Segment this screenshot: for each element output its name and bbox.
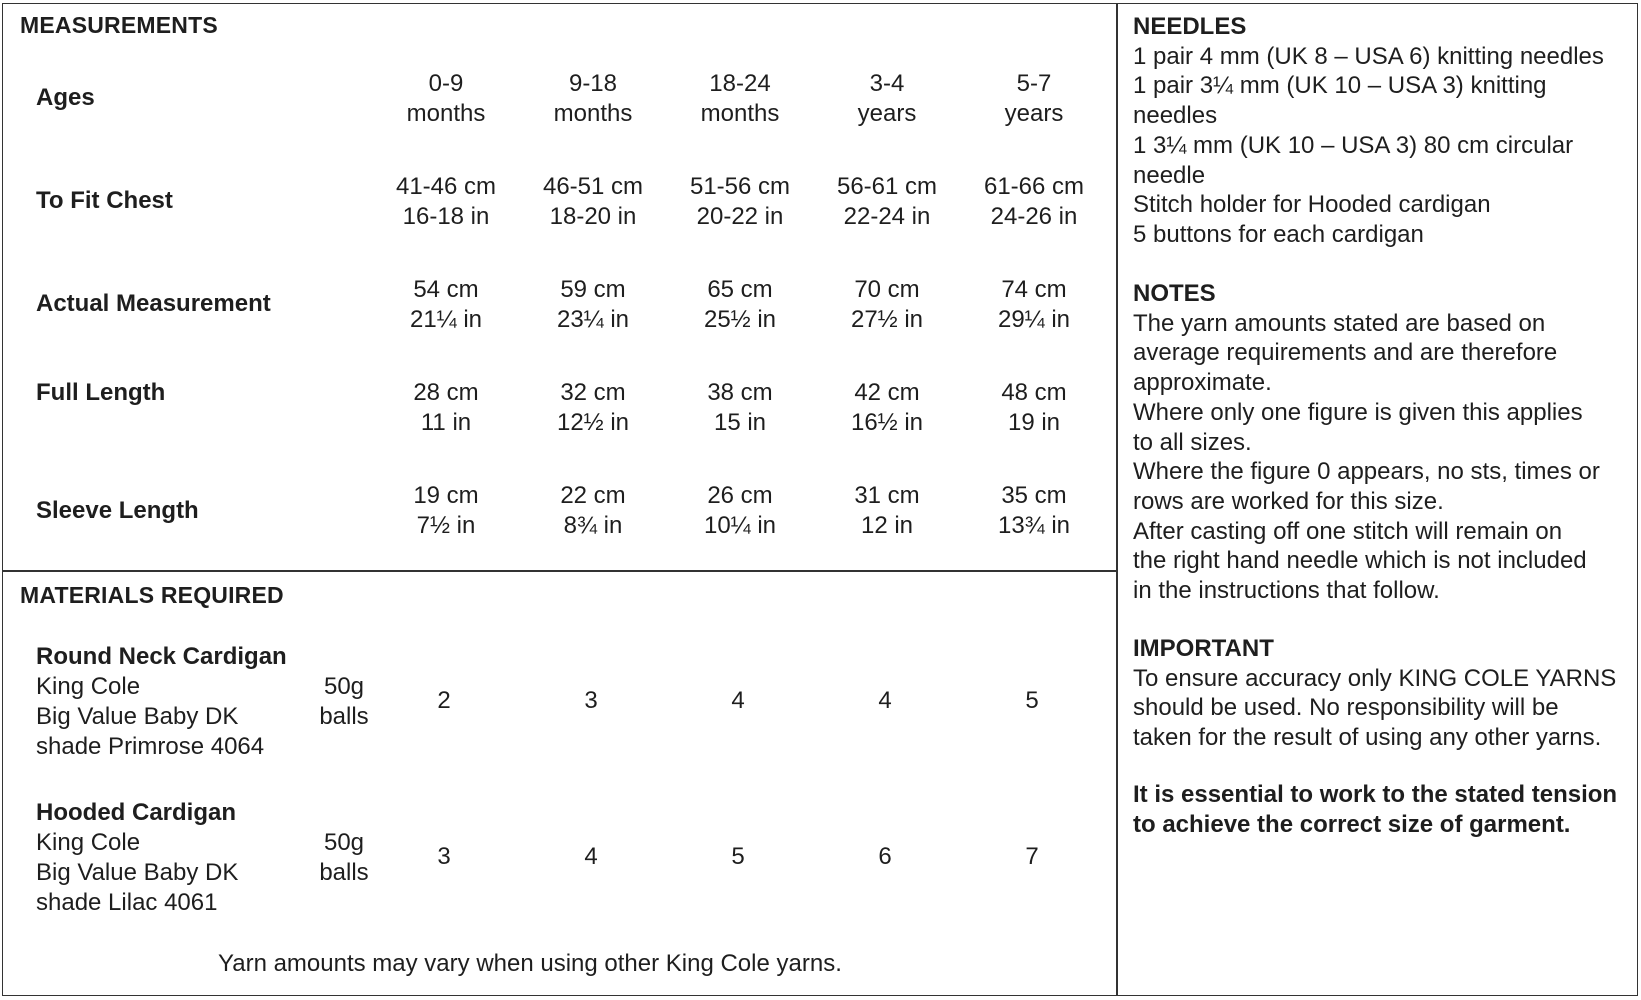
measurement-cell — [518, 481, 668, 541]
measurement-value: 24-26 in — [990, 203, 1078, 230]
needles-line: 1 3¼ mm (UK 10 – USA 3) 80 cm circular — [1133, 131, 1574, 159]
important-line: It is essential to work to the stated tension — [1133, 780, 1618, 808]
measurement-value: 42 cm — [854, 379, 920, 406]
measurement-value: 7½ in — [416, 512, 476, 539]
measurement-value: 16½ in — [850, 409, 924, 436]
needles-line: 5 buttons for each cardigan — [1133, 220, 1424, 248]
measurement-cell — [959, 69, 1109, 129]
needles-line: needles — [1133, 102, 1218, 130]
measurement-value: 28 cm — [413, 379, 479, 406]
measurement-cell — [371, 481, 521, 541]
notes-line: rows are worked for this size. — [1133, 487, 1444, 515]
ball-count: 4 — [878, 687, 892, 714]
ball-count: 4 — [584, 843, 598, 870]
measurement-cell — [518, 69, 668, 129]
measurement-value: 31 cm — [854, 482, 920, 509]
measurement-cell — [665, 275, 815, 335]
ball-count: 3 — [584, 687, 598, 714]
measurement-value: 41-46 cm — [395, 173, 497, 200]
measurement-cell — [959, 481, 1109, 541]
needles-line: Stitch holder for Hooded cardigan — [1133, 191, 1491, 219]
material-line: King Cole — [36, 673, 141, 700]
measurement-value: 29¼ in — [997, 306, 1071, 333]
measurement-value: 3-4 — [869, 70, 905, 97]
important-heading: IMPORTANT — [1133, 635, 1274, 662]
notes-line: in the instructions that follow. — [1133, 577, 1440, 605]
section-divider — [2, 570, 1117, 572]
measurement-label: Sleeve Length — [36, 497, 199, 524]
measurement-value: 25½ in — [703, 306, 777, 333]
ball-count: 4 — [731, 687, 745, 714]
measurement-cell — [371, 275, 521, 335]
measurement-value: 18-20 in — [549, 203, 637, 230]
unit-line: balls — [319, 703, 369, 730]
measurement-value: 16-18 in — [402, 203, 490, 230]
measurement-cell — [959, 275, 1109, 335]
measurement-value: 56-61 cm — [836, 173, 938, 200]
measurement-value: 61-66 cm — [983, 173, 1085, 200]
measurement-cell — [812, 69, 962, 129]
measurement-label: Ages — [36, 84, 95, 111]
measurement-value: 11 in — [420, 409, 472, 436]
measurement-value: 12 in — [860, 512, 914, 539]
measurement-cell — [959, 172, 1109, 232]
measurement-label: Full Length — [36, 379, 166, 406]
materials-heading: MATERIALS REQUIRED — [20, 582, 284, 608]
measurement-value: 18-24 — [709, 70, 771, 97]
measurement-value: 32 cm — [560, 379, 626, 406]
measurement-value: months — [700, 100, 780, 127]
measurement-value: 46-51 cm — [542, 173, 644, 200]
measurement-value: 54 cm — [413, 276, 479, 303]
notes-line: the right hand needle which is not included — [1133, 547, 1587, 575]
measurement-cell — [518, 378, 668, 438]
ball-count: 2 — [437, 687, 451, 714]
measurement-cell — [959, 378, 1109, 438]
material-line: Big Value Baby DK — [36, 859, 239, 886]
measurement-value: 8¾ in — [563, 512, 623, 539]
needles-section — [1133, 12, 1633, 250]
measurement-cell — [371, 378, 521, 438]
ball-count: 7 — [1025, 843, 1039, 870]
important-line: To ensure accuracy only KING COLE YARNS — [1133, 664, 1617, 692]
material-title: Round Neck Cardigan — [36, 643, 287, 670]
measurement-cell — [665, 481, 815, 541]
notes-line: The yarn amounts stated are based on — [1133, 309, 1546, 337]
measurement-cell — [812, 172, 962, 232]
measurement-cell — [371, 172, 521, 232]
material-line: shade Lilac 4061 — [36, 889, 218, 916]
unit-line: 50g — [323, 829, 365, 856]
notes-line: to all sizes. — [1133, 428, 1252, 456]
notes-line: Where only one figure is given this applies — [1133, 398, 1583, 426]
spacer — [1133, 753, 1633, 780]
measurement-value: 20-22 in — [696, 203, 784, 230]
needles-line: 1 pair 4 mm (UK 8 – USA 6) knitting needles — [1133, 42, 1604, 70]
measurement-value: 12½ in — [556, 409, 630, 436]
measurement-value: 38 cm — [707, 379, 773, 406]
column-divider — [1116, 3, 1118, 996]
important-line: should be used. No responsibility will be — [1133, 694, 1559, 722]
important-line: to achieve the correct size of garment. — [1133, 810, 1571, 838]
material-title: Hooded Cardigan — [36, 799, 237, 826]
measurement-label: To Fit Chest — [36, 187, 173, 214]
measurement-value: 15 in — [713, 409, 767, 436]
material-line: King Cole — [36, 829, 141, 856]
measurement-cell — [812, 275, 962, 335]
measurement-value: 21¼ in — [409, 306, 483, 333]
yarn-footnote: Yarn amounts may vary when using other King Cole yarns. — [218, 950, 842, 977]
measurements-heading: MEASUREMENTS — [20, 12, 218, 38]
notes-section — [1133, 279, 1633, 606]
measurement-value: 74 cm — [1001, 276, 1067, 303]
measurement-value: 19 cm — [413, 482, 479, 509]
measurement-value: 70 cm — [854, 276, 920, 303]
measurement-cell — [812, 378, 962, 438]
measurement-value: 13¾ in — [997, 512, 1071, 539]
measurement-value: 0-9 — [428, 70, 464, 97]
material-line: Big Value Baby DK — [36, 703, 239, 730]
notes-line: average requirements and are therefore — [1133, 339, 1558, 367]
needles-line: 1 pair 3¼ mm (UK 10 – USA 3) knitting — [1133, 72, 1547, 100]
important-section — [1133, 634, 1633, 839]
measurement-value: 48 cm — [1001, 379, 1067, 406]
measurement-value: 26 cm — [707, 482, 773, 509]
unit-line: 50g — [323, 673, 365, 700]
measurement-value: 5-7 — [1016, 70, 1052, 97]
measurement-value: 65 cm — [707, 276, 773, 303]
material-description — [36, 642, 287, 762]
needles-heading: NEEDLES — [1133, 13, 1247, 40]
unit-line: balls — [319, 859, 369, 886]
measurement-cell — [665, 69, 815, 129]
notes-heading: NOTES — [1133, 280, 1216, 307]
measurement-value: 22-24 in — [843, 203, 931, 230]
measurement-value: years — [857, 100, 917, 127]
measurement-cell — [812, 481, 962, 541]
needles-line: needle — [1133, 161, 1206, 189]
important-line: taken for the result of using any other yarns. — [1133, 724, 1602, 752]
material-line: shade Primrose 4064 — [36, 733, 265, 760]
measurement-value: 19 in — [1007, 409, 1061, 436]
notes-line: After casting off one stitch will remain on — [1133, 517, 1563, 545]
measurement-value: 23¼ in — [556, 306, 630, 333]
measurement-cell — [518, 172, 668, 232]
measurement-cell — [371, 69, 521, 129]
ball-count: 6 — [878, 843, 892, 870]
material-description — [36, 798, 238, 918]
measurement-value: 22 cm — [560, 482, 626, 509]
measurement-value: 35 cm — [1001, 482, 1067, 509]
ball-count: 5 — [1025, 687, 1039, 714]
measurement-cell — [665, 378, 815, 438]
ball-count: 3 — [437, 843, 451, 870]
measurement-label: Actual Measurement — [36, 290, 271, 317]
measurement-value: 59 cm — [560, 276, 626, 303]
measurement-cell — [518, 275, 668, 335]
measurement-value: 51-56 cm — [689, 173, 791, 200]
measurement-value: years — [1004, 100, 1064, 127]
ball-count: 5 — [731, 843, 745, 870]
measurement-value: 27½ in — [850, 306, 924, 333]
measurement-value: months — [406, 100, 486, 127]
notes-line: approximate. — [1133, 369, 1272, 397]
measurement-cell — [665, 172, 815, 232]
measurement-value: 10¼ in — [703, 512, 777, 539]
measurement-value: 9-18 — [568, 70, 618, 97]
measurement-value: months — [553, 100, 633, 127]
notes-line: Where the figure 0 appears, no sts, times or — [1133, 458, 1600, 486]
